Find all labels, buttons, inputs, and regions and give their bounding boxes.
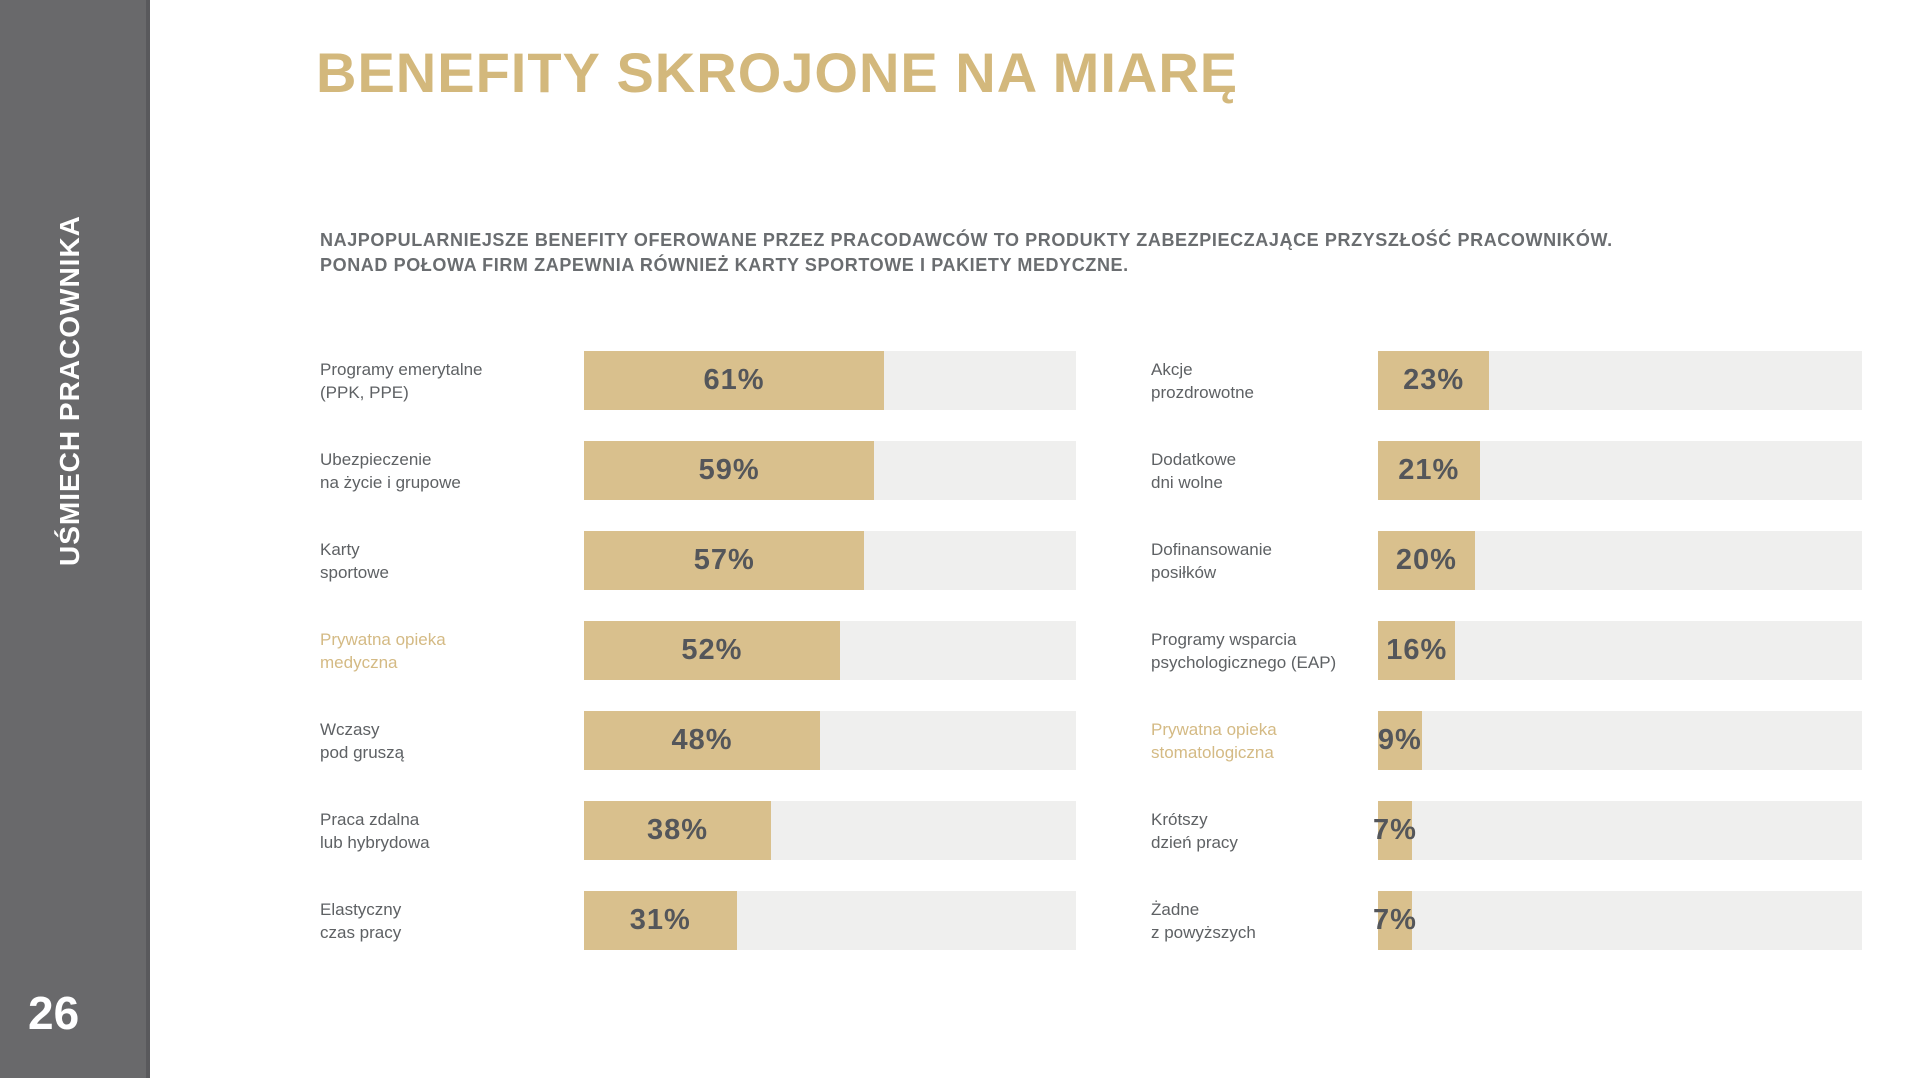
bar-track xyxy=(584,531,1076,590)
benefit-label-line: posiłków xyxy=(1151,562,1217,582)
bar-track xyxy=(1378,711,1862,770)
benefit-row xyxy=(1151,621,1862,680)
benefit-label-line: dzień pracy xyxy=(1151,832,1238,852)
benefit-label-line: Ubezpieczenie xyxy=(320,449,432,469)
bar-track xyxy=(584,351,1076,410)
benefit-row xyxy=(1151,351,1862,410)
bar-track xyxy=(1378,351,1862,410)
benefits-chart xyxy=(320,351,1866,950)
bar-track xyxy=(1378,441,1862,500)
bar-value-label: 16% xyxy=(1386,634,1448,666)
slide-title: BENEFITY SKROJONE NA MIARĘ xyxy=(316,41,1239,104)
bar-value-label: 7% xyxy=(1372,904,1417,936)
benefit-label xyxy=(1151,808,1378,854)
bar-fill xyxy=(1372,801,1417,860)
bar-track xyxy=(584,441,1076,500)
benefit-label-line: Karty xyxy=(320,539,360,559)
benefit-label-line: Dodatkowe xyxy=(1151,449,1237,469)
benefit-label-line: na życie i grupowe xyxy=(320,472,461,492)
bar-value-label: 48% xyxy=(671,724,733,756)
benefit-label xyxy=(1151,538,1378,584)
slide-subtitle xyxy=(320,228,1613,278)
bar-fill xyxy=(1372,891,1417,950)
bar-fill xyxy=(584,351,884,410)
bar-value-label: 21% xyxy=(1398,454,1460,486)
bar-fill xyxy=(584,621,840,680)
bar-track xyxy=(1372,891,1862,950)
benefit-row xyxy=(1151,441,1862,500)
bar-value-label: 38% xyxy=(646,814,708,846)
benefit-label-line: Wczasy xyxy=(320,719,380,739)
bar-fill xyxy=(1378,441,1480,500)
bar-track xyxy=(1372,801,1862,860)
benefit-row xyxy=(1151,711,1862,770)
sidebar xyxy=(0,0,150,1078)
benefit-label-line: Programy wsparcia xyxy=(1151,629,1297,649)
bar-fill xyxy=(584,531,864,590)
chart-column-right xyxy=(1151,351,1862,950)
bar-value-label: 31% xyxy=(629,904,691,936)
slide-subtitle-line-1: NAJPOPULARNIEJSZE BENEFITY OFEROWANE PRZEZ PRACODAWCÓW TO PRODUKTY ZABEZPIECZAJĄCE PRZYSZŁOŚĆ PRACOWNIKÓW. xyxy=(320,230,1613,250)
benefit-label-line: czas pracy xyxy=(320,922,402,942)
benefit-label-line: Prywatna opieka xyxy=(1151,719,1277,739)
bar-track xyxy=(1378,531,1862,590)
bar-fill xyxy=(584,711,820,770)
benefit-label xyxy=(320,718,584,764)
benefit-row xyxy=(1151,531,1862,590)
benefit-label-line: psychologicznego (EAP) xyxy=(1151,652,1337,672)
slide-subtitle-line-2: PONAD POŁOWA FIRM ZAPEWNIA RÓWNIEŻ KARTY SPORTOWE I PAKIETY MEDYCZNE. xyxy=(320,255,1129,275)
benefit-label xyxy=(1151,358,1378,404)
benefit-label-line: Programy emerytalne xyxy=(320,359,483,379)
bar-value-label: 59% xyxy=(698,454,760,486)
chart-column-left xyxy=(320,351,1076,950)
benefit-label-line: Praca zdalna xyxy=(320,809,420,829)
benefit-label-line: Żadne xyxy=(1151,899,1200,919)
benefit-row xyxy=(320,621,1076,680)
benefit-row xyxy=(320,801,1076,860)
benefit-row xyxy=(320,351,1076,410)
benefit-label-line: Prywatna opieka xyxy=(320,629,446,649)
bar-value-label: 23% xyxy=(1403,364,1465,396)
bar-value-label: 61% xyxy=(703,364,765,396)
bar-value-label: 57% xyxy=(693,544,755,576)
benefit-label-line: (PPK, PPE) xyxy=(320,382,409,402)
benefit-label xyxy=(1151,448,1378,494)
benefit-label-line: lub hybrydowa xyxy=(320,832,430,852)
bar-fill xyxy=(1378,531,1475,590)
benefit-label-line: Krótszy xyxy=(1151,809,1208,829)
sidebar-vertical-title: UŚMIECH PRACOWNIKA xyxy=(54,215,85,566)
bar-value-label: 52% xyxy=(681,634,743,666)
benefit-label xyxy=(320,628,584,674)
bar-fill xyxy=(1378,351,1489,410)
bar-track xyxy=(584,891,1076,950)
benefit-row xyxy=(320,711,1076,770)
benefit-row xyxy=(320,441,1076,500)
benefit-label-line: Dofinansowanie xyxy=(1151,539,1272,559)
benefit-label xyxy=(1151,628,1378,674)
benefit-row xyxy=(320,891,1076,950)
benefit-label-line: pod gruszą xyxy=(320,742,405,762)
benefit-label xyxy=(320,898,584,944)
bar-fill xyxy=(1378,711,1422,770)
benefit-label-line: z powyższych xyxy=(1151,922,1256,942)
bar-value-label: 9% xyxy=(1377,724,1422,756)
bar-value-label: 7% xyxy=(1372,814,1417,846)
benefit-row xyxy=(1151,801,1862,860)
benefit-label-line: sportowe xyxy=(320,562,389,582)
benefit-row xyxy=(320,531,1076,590)
benefit-label-line: Akcje xyxy=(1151,359,1193,379)
bar-fill xyxy=(584,441,874,500)
bar-track xyxy=(1378,621,1862,680)
benefit-label xyxy=(320,538,584,584)
benefit-label xyxy=(320,448,584,494)
benefit-label-line: Elastyczny xyxy=(320,899,402,919)
bar-value-label: 20% xyxy=(1395,544,1457,576)
benefit-label xyxy=(1151,898,1378,944)
benefit-row xyxy=(1151,891,1862,950)
benefit-label xyxy=(320,808,584,854)
bar-fill xyxy=(584,801,771,860)
benefit-label xyxy=(1151,718,1378,764)
bar-fill xyxy=(1378,621,1455,680)
bar-track xyxy=(584,621,1076,680)
bar-fill xyxy=(584,891,737,950)
benefit-label-line: stomatologiczna xyxy=(1151,742,1274,762)
page-number: 26 xyxy=(28,987,80,1039)
bar-track xyxy=(584,711,1076,770)
benefit-label xyxy=(320,358,584,404)
bar-track xyxy=(584,801,1076,860)
benefit-label-line: dni wolne xyxy=(1151,472,1223,492)
benefit-label-line: prozdrowotne xyxy=(1151,382,1255,402)
benefit-label-line: medyczna xyxy=(320,652,398,672)
